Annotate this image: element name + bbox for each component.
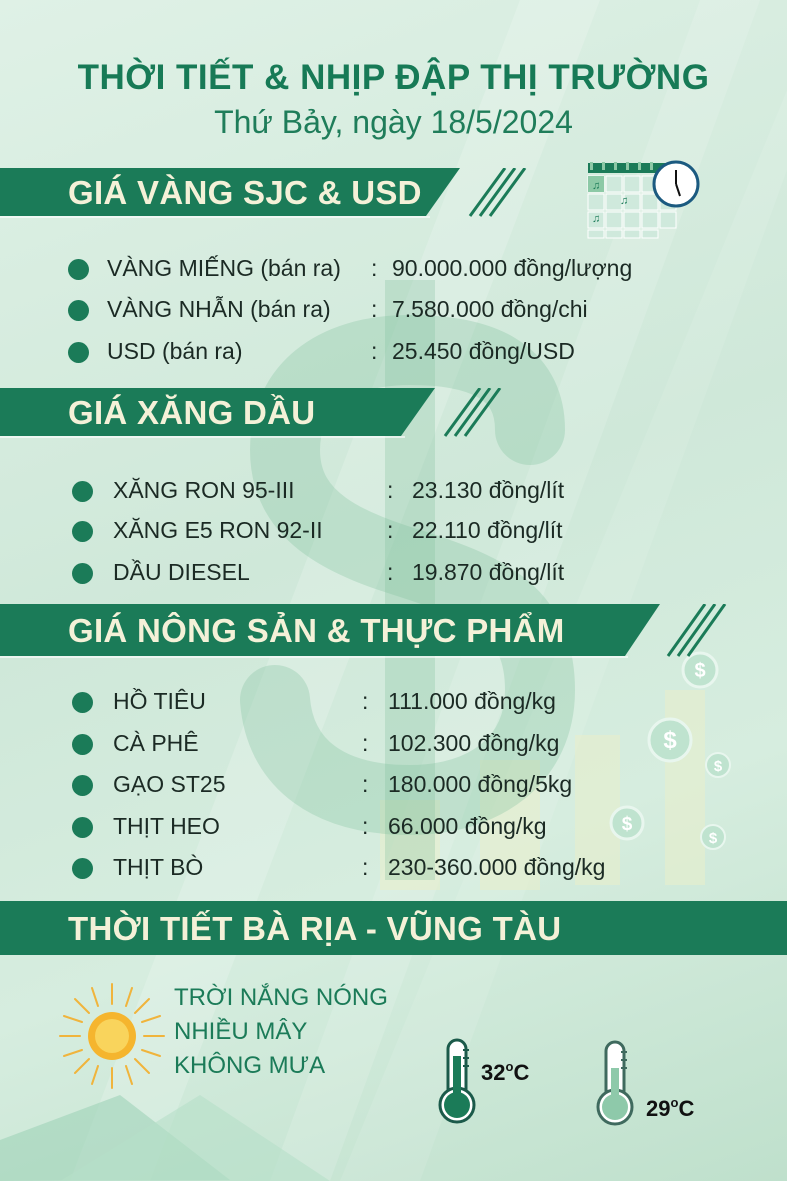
item-label: USD (bán ra) [107, 338, 243, 364]
svg-text:♫: ♫ [620, 195, 629, 207]
item-label: THỊT BÒ [113, 854, 204, 880]
temperature-high [481, 1060, 529, 1086]
bullet-icon [72, 775, 93, 796]
list-item [68, 338, 708, 372]
item-colon: : [371, 296, 378, 322]
weather-condition: KHÔNG MƯA [174, 1052, 326, 1079]
bullet-icon [68, 300, 89, 321]
item-value: 7.580.000 đồng/chi [392, 296, 588, 322]
bullet-icon [68, 342, 89, 363]
item-label: THỊT HEO [113, 813, 220, 839]
item-colon: : [362, 688, 369, 714]
item-value: 22.110 đồng/lít [412, 517, 563, 543]
page-title: THỜI TIẾT & NHỊP ĐẬP THỊ TRƯỜNG [77, 58, 710, 97]
list-item [72, 730, 712, 764]
item-label: XĂNG E5 RON 92-II [113, 517, 323, 543]
banner-fuel [0, 388, 520, 438]
banner-weather [0, 901, 787, 955]
svg-text:$: $ [621, 814, 633, 835]
item-label: XĂNG RON 95-III [113, 477, 295, 503]
bullet-icon [72, 563, 93, 584]
item-label: DẦU DIESEL [113, 559, 250, 585]
item-label: HỒ TIÊU [113, 688, 206, 714]
temperature-unit-degree: o [505, 1059, 514, 1074]
item-value: 111.000 đồng/kg [388, 688, 556, 714]
item-colon: : [387, 559, 394, 585]
list-item [72, 688, 712, 722]
svg-text:♫: ♫ [592, 180, 601, 192]
svg-text:$: $ [713, 758, 723, 775]
temperature-low-value: 29 [646, 1096, 671, 1121]
temperature-unit: C [678, 1096, 695, 1121]
list-item [72, 813, 712, 847]
bullet-icon [72, 817, 93, 838]
bullet-icon [72, 521, 93, 542]
temperature-high-value: 32 [481, 1060, 506, 1085]
list-item [68, 255, 708, 289]
item-colon: : [371, 255, 378, 281]
item-label: CÀ PHÊ [113, 730, 199, 756]
item-value: 25.450 đồng/USD [392, 338, 575, 364]
item-value: 180.000 đồng/5kg [388, 771, 573, 797]
item-colon: : [387, 517, 394, 543]
list-item [68, 296, 708, 330]
list-item [72, 771, 712, 805]
item-value: 19.870 đồng/lít [412, 559, 565, 585]
thermometer-icon [594, 1040, 636, 1128]
banner-gold-usd [0, 168, 540, 218]
temperature-low [646, 1096, 694, 1122]
temperature-unit-degree: o [670, 1095, 679, 1110]
bullet-icon [72, 734, 93, 755]
weather-condition: TRỜI NẮNG NÓNG [174, 984, 388, 1011]
weather-condition: NHIỀU MÂY [174, 1018, 308, 1045]
item-label: GẠO ST25 [113, 771, 226, 797]
item-value: 90.000.000 đồng/lượng [392, 255, 633, 281]
bullet-icon [72, 858, 93, 879]
item-value: 23.130 đồng/lít [412, 477, 565, 503]
svg-text:$: $ [694, 660, 706, 682]
item-colon: : [362, 813, 369, 839]
svg-text:$: $ [708, 830, 718, 847]
item-value: 230-360.000 đồng/kg [388, 854, 606, 880]
list-item [72, 477, 712, 511]
calendar-icon [584, 158, 704, 240]
sun-icon [56, 980, 168, 1092]
page-date: Thứ Bảy, ngày 18/5/2024 [214, 104, 573, 140]
banner-farm-food [0, 604, 740, 658]
list-item [72, 854, 712, 888]
item-colon: : [362, 854, 369, 880]
item-value: 102.300 đồng/kg [388, 730, 560, 756]
list-item [72, 559, 712, 593]
item-colon: : [362, 730, 369, 756]
section-title: THỜI TIẾT BÀ RỊA - VŨNG TÀU [68, 910, 562, 947]
item-colon: : [362, 771, 369, 797]
list-item [72, 517, 712, 551]
thermometer-icon [436, 1038, 478, 1126]
svg-text:♫: ♫ [592, 213, 601, 225]
bullet-icon [72, 481, 93, 502]
item-label: VÀNG MIẾNG (bán ra) [107, 255, 341, 281]
section-title: GIÁ VÀNG SJC & USD [68, 174, 422, 211]
item-value: 66.000 đồng/kg [388, 813, 547, 839]
section-title: GIÁ XĂNG DẦU [68, 394, 316, 431]
svg-text:$: $ [663, 727, 677, 754]
bullet-icon [68, 259, 89, 280]
item-colon: : [387, 477, 394, 503]
item-label: VÀNG NHẪN (bán ra) [107, 296, 331, 322]
section-title: GIÁ NÔNG SẢN & THỰC PHẨM [68, 612, 565, 649]
bullet-icon [72, 692, 93, 713]
temperature-unit: C [513, 1060, 530, 1085]
item-colon: : [371, 338, 378, 364]
